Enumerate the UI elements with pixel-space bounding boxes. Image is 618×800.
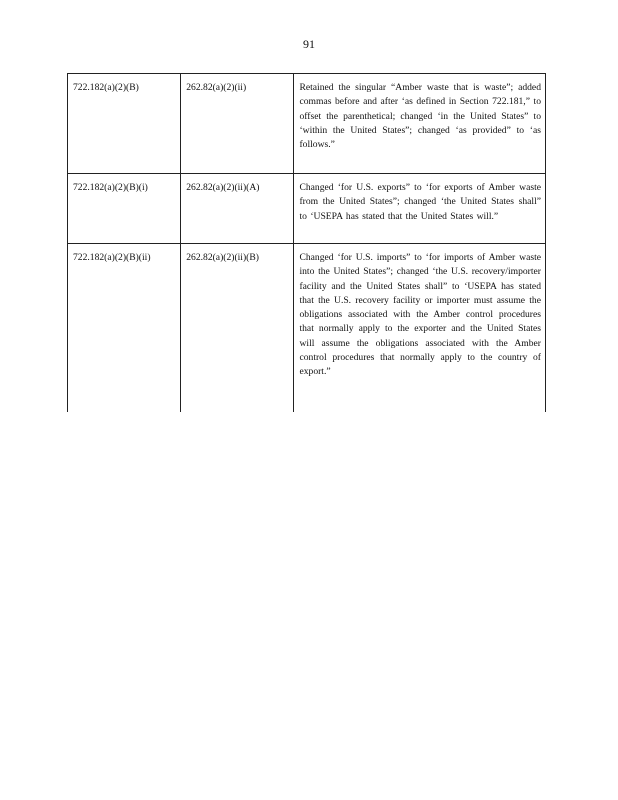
table-row [68, 174, 546, 244]
illinois-section-cell: 722.182(a)(2)(B)(ii) [68, 244, 181, 412]
change-description-cell: Changed ‘for U.S. imports” to ‘for imports of Amber waste into the United States”; changed ‘the U.S. recovery/importer facility and the United States shall” to ‘USEPA has stated that the U.S. recovery facility or importer must assume the obligations associated with the Amber control procedures that normally apply to the exporter and the United States will assume the obligations associated with the Amber control procedures that normally apply to the country of export.” [294, 244, 546, 412]
page-number: 91 [303, 37, 315, 51]
amendment-table [67, 73, 546, 412]
illinois-section-cell: 722.182(a)(2)(B) [68, 74, 181, 174]
table-row [68, 244, 546, 412]
federal-section-cell: 262.82(a)(2)(ii) [181, 74, 294, 174]
federal-section-cell: 262.82(a)(2)(ii)(B) [181, 244, 294, 412]
illinois-section-cell: 722.182(a)(2)(B)(i) [68, 174, 181, 244]
change-description-cell: Changed ‘for U.S. exports” to ‘for exports of Amber waste from the United States”; changed ‘the United States shall” to ‘USEPA has stated that the United States will.” [294, 174, 546, 244]
table-row [68, 74, 546, 174]
change-description-cell: Retained the singular “Amber waste that is waste”; added commas before and after ‘as defined in Section 722.181,” to offset the parenthetical; changed ‘in the United States” to ‘within the United States”; changed ‘as provided” to ‘as follows.” [294, 74, 546, 174]
federal-section-cell: 262.82(a)(2)(ii)(A) [181, 174, 294, 244]
